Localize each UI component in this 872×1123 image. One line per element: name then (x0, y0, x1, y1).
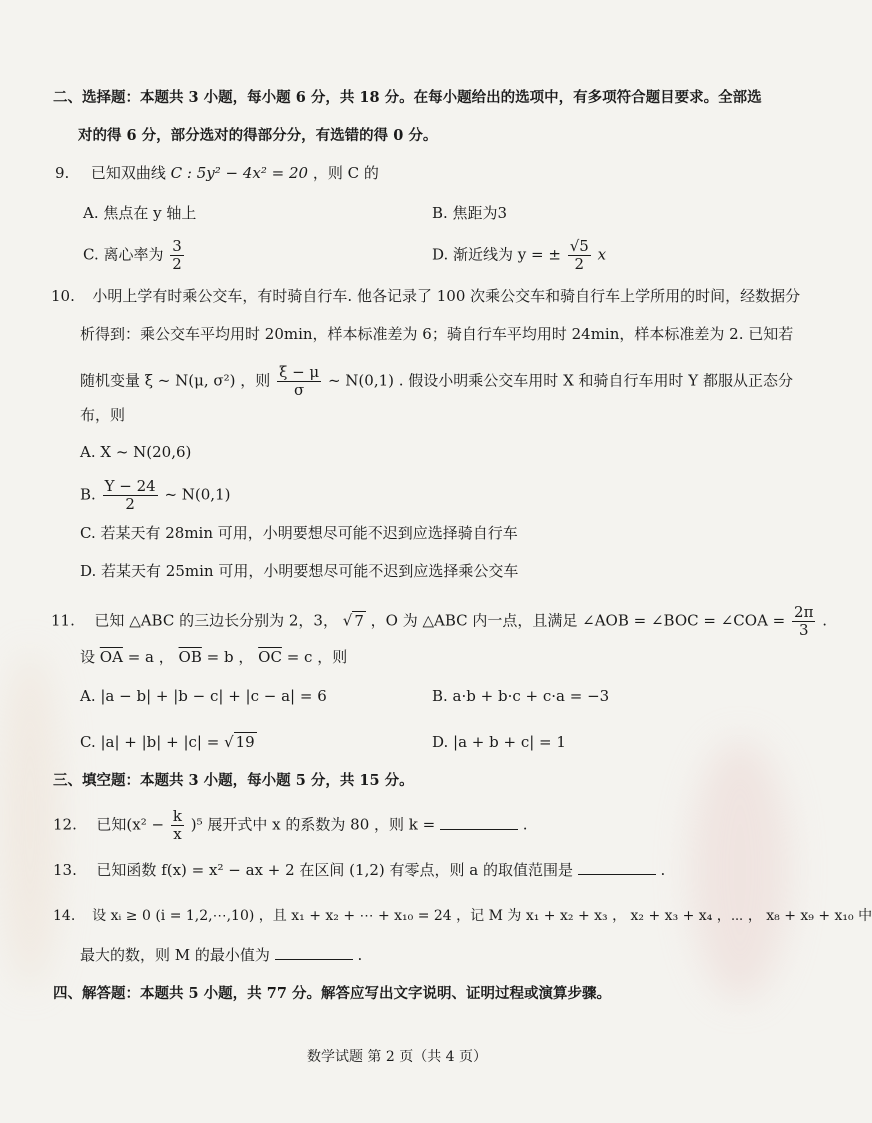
fraction: $\frac{Y - 24}{2}$ (104, 477, 156, 513)
question-9-stem: 9. 已知双曲线 C : 5y² − 4x² = 20 ，则 C 的 (55, 164, 379, 182)
question-12: 12. 已知(x² − $\frac{k}{x}$ )⁵ 展开式中 x 的系数为 80 ，则 k = . (53, 807, 528, 843)
q10-option-a: A. X ~ N(20,6) (80, 443, 192, 461)
question-number: 9. (55, 164, 70, 182)
q11-option-b: B. a·b + b·c + c·a = −3 (432, 687, 610, 705)
question-13: 13. 已知函数 f(x) = x² − ax + 2 在区间 (1,2) 有零点，则 a 的取值范围是 . (53, 861, 666, 879)
section2-header-line1: 二、选择题：本题共 3 小题，每小题 6 分，共 18 分。在每小题给出的选项中，有多项符合题目要求。全部选 (53, 89, 762, 106)
question-10-line4: 布，则 (80, 406, 126, 424)
fraction: $\frac{2\pi}{3}$ (794, 603, 814, 639)
page-footer: 数学试题 第 2 页（共 4 页） (306, 1049, 488, 1065)
question-number: 14. (53, 908, 76, 924)
question-number: 11. (51, 611, 75, 630)
q9-option-b: B. 焦距为3 (432, 204, 508, 222)
question-14-line2: 最大的数，则 M 的最小值为 . (80, 946, 363, 964)
q10-option-d: D. 若某天有 25min 可用，小明要想尽可能不迟到应选择乘公交车 (80, 562, 519, 580)
question-number: 12. (53, 815, 77, 834)
question-11-line1: 11. 已知 △ABC 的三边长分别为 2，3， √ 7 ，O 为 △ABC 内一点，且满足 ∠AOB = ∠BOC = ∠COA = $\frac{2\pi}{3}$ . (51, 603, 827, 639)
fraction: $\frac{√5}{2}$ (569, 237, 589, 273)
question-11-line2: 设 $\overline{OA} = a$ ， $\overline{OB} = b$ ， $\overline{OC} = c$ ，则 (80, 648, 348, 666)
fraction: $\frac{\xi - \mu}{\sigma}$ (279, 363, 320, 399)
section3-header: 三、填空题：本题共 3 小题，每小题 5 分，共 15 分。 (53, 772, 414, 789)
q10-option-c: C. 若某天有 28min 可用，小明要想尽可能不迟到应选择骑自行车 (80, 524, 518, 542)
q11-option-a: A. |a − b| + |b − c| + |c − a| = 6 (80, 687, 327, 705)
answer-blank[interactable] (275, 945, 353, 960)
q9-option-c: C. 离心率为 $\frac{3}{2}$ (83, 237, 182, 273)
scan-smudge (0, 650, 60, 990)
question-number: 13. (53, 861, 77, 879)
q9-option-a: A. 焦点在 y 轴上 (83, 204, 197, 222)
question-10-line3: 随机变量 ξ ~ N(μ, σ²) ，则 $\frac{\xi - \mu}{\sigma}$ ~ N(0,1) . 假设小明乘公交车用时 X 和骑自行车用时 Y 都服从正态分 (80, 363, 793, 399)
q9-option-d: D. 渐近线为 y = ± $\frac{√5}{2}$ x (432, 237, 607, 273)
q10-option-b: B. $\frac{Y - 24}{2}$ ~ N(0,1) (80, 477, 231, 513)
fraction: $\frac{3}{2}$ (172, 237, 182, 273)
question-10-line2: 析得到：乘公交车平均用时 20min，样本标准差为 6；骑自行车平均用时 24min，样本标准差为 2. 已知若 (80, 325, 794, 343)
q11-option-c: C. |a| + |b| + |c| = √ 19 (80, 733, 255, 751)
q11-option-d: D. |a + b + c| = 1 (432, 733, 566, 751)
question-number: 10. (51, 287, 75, 305)
answer-blank[interactable] (578, 860, 656, 875)
question-14-line1: 14. 设 xᵢ ≥ 0 (i = 1,2,⋯,10) ，且 x₁ + x₂ + ⋯ + x₁₀ = 24 ，记 M 为 x₁ + x₂ + x₃ ， x₂ + x₃ + x₄ ，⋯ ， x₈ + x₉ + x₁₀ 中 (53, 908, 872, 924)
fraction: $\frac{k}{x}$ (172, 807, 182, 843)
section2-header-line2: 对的得 6 分，部分选对的得部分分，有选错的得 0 分。 (78, 127, 438, 144)
section4-header: 四、解答题：本题共 5 小题，共 77 分。解答应写出文字说明、证明过程或演算步骤。 (53, 985, 611, 1002)
answer-blank[interactable] (440, 815, 518, 830)
question-10-line1: 10. 小明上学有时乘公交车，有时骑自行车. 他各记录了 100 次乘公交车和骑自行车上学所用的时间，经数据分 (51, 287, 801, 305)
scan-smudge (690, 740, 790, 1000)
